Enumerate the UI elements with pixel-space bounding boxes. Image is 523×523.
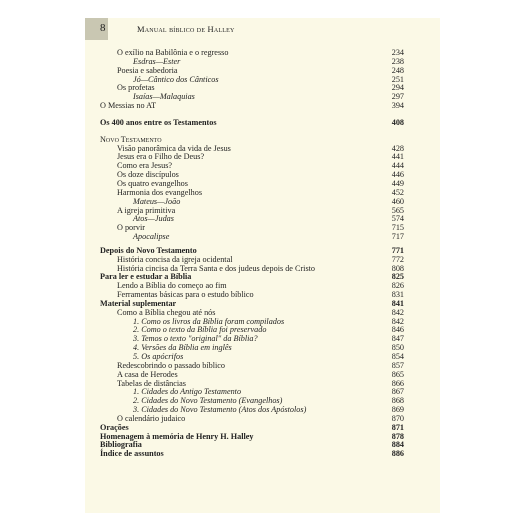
toc-entry xyxy=(100,135,404,144)
toc-entry-title: 2. Cidades do Novo Testamento (Evangelhos) xyxy=(133,396,283,406)
toc-entry-page: 717 xyxy=(391,232,404,242)
toc-subentry xyxy=(100,290,404,299)
toc-entry-title: Esdras—Ester xyxy=(133,56,181,66)
toc-entry-title: Apocalipse xyxy=(133,232,170,242)
toc-entry-page: 854 xyxy=(391,352,404,361)
toc-entry-page: 850 xyxy=(391,343,404,353)
toc-entry-page: 408 xyxy=(391,117,404,127)
toc-entry-page: 449 xyxy=(391,178,404,188)
toc-entry-title: História cincisa da Terra Santa e dos judeus depois de Cristo xyxy=(117,263,316,273)
toc-entry-title: A casa de Herodes xyxy=(117,369,178,379)
toc-entry xyxy=(100,449,404,458)
toc-entry-page: 841 xyxy=(391,298,404,308)
toc-entry-page: 857 xyxy=(391,360,404,370)
toc-entry-page: 869 xyxy=(391,405,404,415)
toc-entry-page: 826 xyxy=(391,281,404,291)
toc-entry-title: Os doze discípulos xyxy=(117,170,179,180)
toc-entry xyxy=(100,440,404,449)
toc-subentry xyxy=(100,170,404,179)
toc-entry-title: Tabelas de distâncias xyxy=(117,378,186,388)
toc-entry-page: 847 xyxy=(391,334,404,344)
toc-subsubentry xyxy=(100,325,404,334)
toc-subentry xyxy=(100,152,404,161)
toc-subentry xyxy=(100,188,404,197)
toc-subsubentry xyxy=(100,57,404,66)
toc-entry-title: Jó—Cântico dos Cânticos xyxy=(133,74,219,84)
toc-entry-title: Atos—Judas xyxy=(133,214,174,224)
toc-entry-title: Isaías—Malaquias xyxy=(133,92,195,102)
toc-entry-page: 294 xyxy=(391,83,404,93)
toc-entry-title: Os profetas xyxy=(117,83,155,93)
toc-subsubentry xyxy=(100,396,404,405)
toc-subentry xyxy=(100,370,404,379)
toc-entry-title: Bibliografia xyxy=(100,440,142,450)
toc-subsubentry xyxy=(100,405,404,414)
toc-entry-page: 866 xyxy=(391,378,404,388)
toc-entry-title: Novo Testamento xyxy=(100,134,162,144)
toc-entry-page: 297 xyxy=(391,92,404,102)
toc-entry-page: 234 xyxy=(391,48,404,57)
toc-entry-title: A igreja primitiva xyxy=(117,205,176,215)
toc-entry-title: Mateus—João xyxy=(133,196,181,206)
toc-subentry xyxy=(100,361,404,370)
toc-entry-title: Material suplementar xyxy=(100,298,177,308)
toc-subentry xyxy=(100,414,404,423)
toc-subsubentry xyxy=(100,214,404,223)
toc-entry-title: Depois do Novo Testamento xyxy=(100,245,197,255)
toc-entry-page: 565 xyxy=(391,205,404,215)
toc-subentry xyxy=(100,223,404,232)
toc-subsubentry xyxy=(100,352,404,361)
toc-subentry xyxy=(100,48,404,57)
toc-entry-title: 3. Cidades do Novo Testamento (Atos dos Apóstolos) xyxy=(133,405,307,415)
toc-entry-page: 446 xyxy=(391,170,404,180)
toc-entry-title: 4. Versões da Bíblia em inglês xyxy=(133,343,232,353)
page-header xyxy=(85,18,440,40)
toc-entry-title: O porvir xyxy=(117,223,145,233)
page-number: 8 xyxy=(100,22,106,34)
toc-subsubentry xyxy=(100,75,404,84)
toc-entry-page: 868 xyxy=(391,396,404,406)
section-spacer xyxy=(100,110,404,118)
toc-entry-title: 2. Como o texto da Bíblia foi preservado xyxy=(133,325,267,335)
toc-entry-page: 846 xyxy=(391,325,404,335)
toc-entry-title: Ferramentas básicas para o estudo bíblico xyxy=(117,290,254,300)
toc-subsubentry xyxy=(100,92,404,101)
toc-entry xyxy=(100,423,404,432)
toc-entry-title: Índice de assuntos xyxy=(100,449,164,459)
running-title: Manual bíblico de Halley xyxy=(137,24,235,34)
toc-entry-title: Os 400 anos entre os Testamentos xyxy=(100,117,217,127)
toc-entry-title: 1. Cidades do Antigo Testamento xyxy=(133,387,242,397)
toc-entry-title: Para ler e estudar a Bíblia xyxy=(100,272,192,282)
book-page xyxy=(85,18,440,513)
toc-entry-page: 772 xyxy=(391,254,404,264)
toc-entry-title: O exílio na Babilônia e o regresso xyxy=(117,48,229,57)
toc-entry-page: 460 xyxy=(391,196,404,206)
toc-subsubentry xyxy=(100,387,404,396)
toc-entry-page: 871 xyxy=(391,422,404,432)
toc-subsubentry xyxy=(100,343,404,352)
toc-entry-page: 884 xyxy=(391,440,404,450)
toc-subentry xyxy=(100,308,404,317)
table-of-contents xyxy=(100,48,404,458)
toc-entry-page: 878 xyxy=(391,431,404,441)
toc-entry-page: 394 xyxy=(391,101,404,111)
toc-entry-title: O calendário judaico xyxy=(117,413,186,423)
toc-subentry xyxy=(100,179,404,188)
toc-subentry xyxy=(100,264,404,273)
toc-subsubentry xyxy=(100,232,404,241)
toc-entry xyxy=(100,118,404,127)
toc-entry xyxy=(100,272,404,281)
toc-entry-page: 831 xyxy=(391,290,404,300)
toc-entry-page: 238 xyxy=(391,56,404,66)
toc-entry-title: Jesus era o Filho de Deus? xyxy=(117,152,205,162)
toc-entry-title: 5. Os apócrifos xyxy=(133,352,184,361)
toc-subentry xyxy=(100,83,404,92)
toc-entry-page: 867 xyxy=(391,387,404,397)
toc-subentry xyxy=(100,161,404,170)
toc-entry-title: 3. Temos o texto "original" da Bíblia? xyxy=(133,334,258,344)
toc-entry-title: Poesia e sabedoria xyxy=(117,65,178,75)
toc-subentry xyxy=(100,281,404,290)
toc-entry-title: 1. Como os livros da Bíblia foram compilados xyxy=(133,316,285,326)
toc-entry-page: 715 xyxy=(391,223,404,233)
toc-entry-title: O Messias no AT xyxy=(100,101,157,111)
toc-entry-page: 865 xyxy=(391,369,404,379)
section-spacer xyxy=(100,127,404,135)
toc-entry-page: 574 xyxy=(391,214,404,224)
toc-entry-page: 842 xyxy=(391,307,404,317)
toc-subsubentry xyxy=(100,317,404,326)
toc-subsubentry xyxy=(100,197,404,206)
toc-subsubentry xyxy=(100,334,404,343)
toc-entry-title: História concisa da igreja ocidental xyxy=(117,254,233,264)
toc-entry-title: Homenagem à memória de Henry H. Halley xyxy=(100,431,254,441)
toc-subentry xyxy=(100,255,404,264)
toc-entry-page: 441 xyxy=(391,152,404,162)
toc-entry xyxy=(100,246,404,255)
toc-entry-page: 870 xyxy=(391,413,404,423)
toc-entry-title: Lendo a Bíblia do começo ao fim xyxy=(117,281,227,291)
toc-subentry xyxy=(100,206,404,215)
toc-entry-page: 452 xyxy=(391,187,404,197)
toc-entry-page: 428 xyxy=(391,143,404,153)
toc-entry-title: Redescobrindo o passado bíblico xyxy=(117,360,226,370)
toc-entry-title: Orações xyxy=(100,422,129,432)
toc-entry-page: 825 xyxy=(391,272,404,282)
toc-entry-title: Harmonia dos evangelhos xyxy=(117,187,203,197)
toc-entry-title: Como a Bíblia chegou até nós xyxy=(117,307,216,317)
toc-entry-page: 842 xyxy=(391,316,404,326)
toc-entry-page: 886 xyxy=(391,449,404,459)
toc-entry xyxy=(100,432,404,441)
toc-entry-page: 248 xyxy=(391,65,404,75)
toc-entry-page: 444 xyxy=(391,161,404,171)
toc-entry-title: Visão panorâmica da vida de Jesus xyxy=(117,143,231,153)
toc-entry-page: 808 xyxy=(391,263,404,273)
toc-subentry xyxy=(100,66,404,75)
toc-subentry xyxy=(100,144,404,153)
toc-entry xyxy=(100,101,404,110)
toc-subentry xyxy=(100,379,404,388)
toc-entry-title: Os quatro evangelhos xyxy=(117,178,188,188)
toc-entry-page: 771 xyxy=(391,245,404,255)
toc-entry xyxy=(100,299,404,308)
toc-entry-title: Como era Jesus? xyxy=(117,161,173,171)
toc-entry-page: 251 xyxy=(391,74,404,84)
